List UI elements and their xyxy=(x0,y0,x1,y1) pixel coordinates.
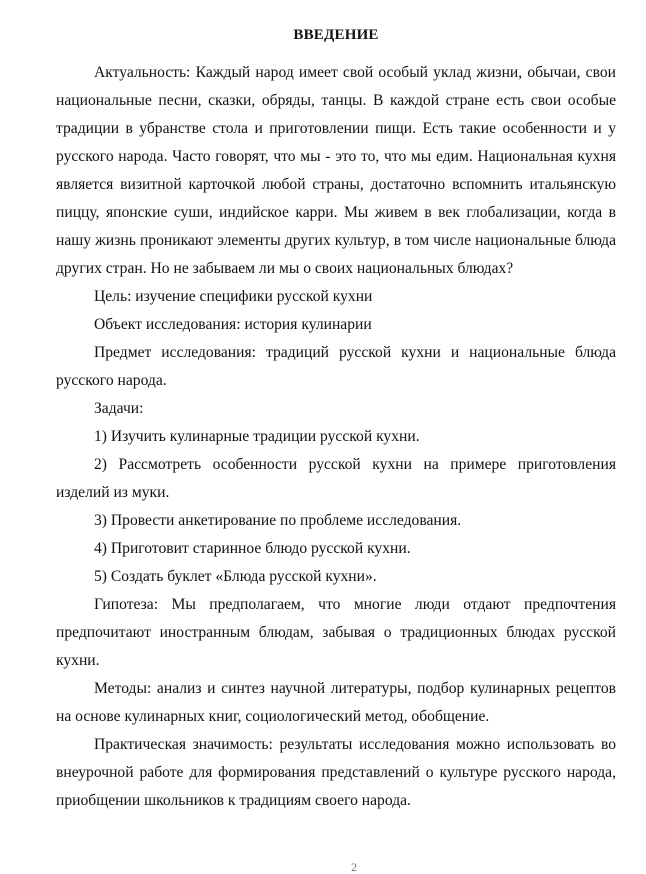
paragraph-relevance: Актуальность: Каждый народ имеет свой особый уклад жизни, обычаи, свои национальные песни, сказки, обряды, танцы. В каждой стране есть свои особые традиции в убранстве стола и приготовлении пищи. Есть такие особенности и у русского народа. Часто говорят, что мы - это то, что мы едим. Национальная кухня является визитной карточкой любой страны, достаточно вспомнить итальянскую пиццу, японские суши, индийское карри. Мы живем в век глобализации, когда в нашу жизнь проникают элементы других культур, в том числе национальные блюда других стран. Но не забываем ли мы о своих национальных блюдах? xyxy=(56,64,616,277)
paragraph-task-3: 3) Провести анкетирование по проблеме исследования. xyxy=(94,512,462,529)
document-body xyxy=(56,59,616,815)
paragraph-task-1: 1) Изучить кулинарные традиции русской кухни. xyxy=(94,428,420,445)
paragraph-tasks-heading: Задачи: xyxy=(94,400,144,417)
paragraph-goal: Цель: изучение специфики русской кухни xyxy=(94,288,373,305)
paragraph-task-5: 5) Создать буклет «Блюда русской кухни». xyxy=(94,568,377,585)
paragraph-object: Объект исследования: история кулинарии xyxy=(94,316,372,333)
paragraph-task-4: 4) Приготовит старинное блюдо русской кухни. xyxy=(94,540,411,557)
section-title: ВВЕДЕНИЕ xyxy=(293,27,379,43)
paragraph-methods: Методы: анализ и синтез научной литературы, подбор кулинарных рецептов на основе кулинарных книг, социологический метод, обобщение. xyxy=(56,680,616,725)
paragraph-task-2: 2) Рассмотреть особенности русской кухни на примере приготовления изделий из муки. xyxy=(56,456,616,501)
paragraph-hypothesis: Гипотеза: Мы предполагаем, что многие люди отдают предпочтения предпочитают иностранным блюдам, забывая о традиционных блюдах русской кухни. xyxy=(56,596,616,669)
page-number: 2 xyxy=(351,860,357,874)
paragraph-subject: Предмет исследования: традиций русской кухни и национальные блюда русского народа. xyxy=(56,344,616,389)
paragraph-significance: Практическая значимость: результаты исследования можно использовать во внеурочной работе для формирования представлений о культуре русского народа, приобщении школьников к традициям своего народа. xyxy=(56,736,616,809)
